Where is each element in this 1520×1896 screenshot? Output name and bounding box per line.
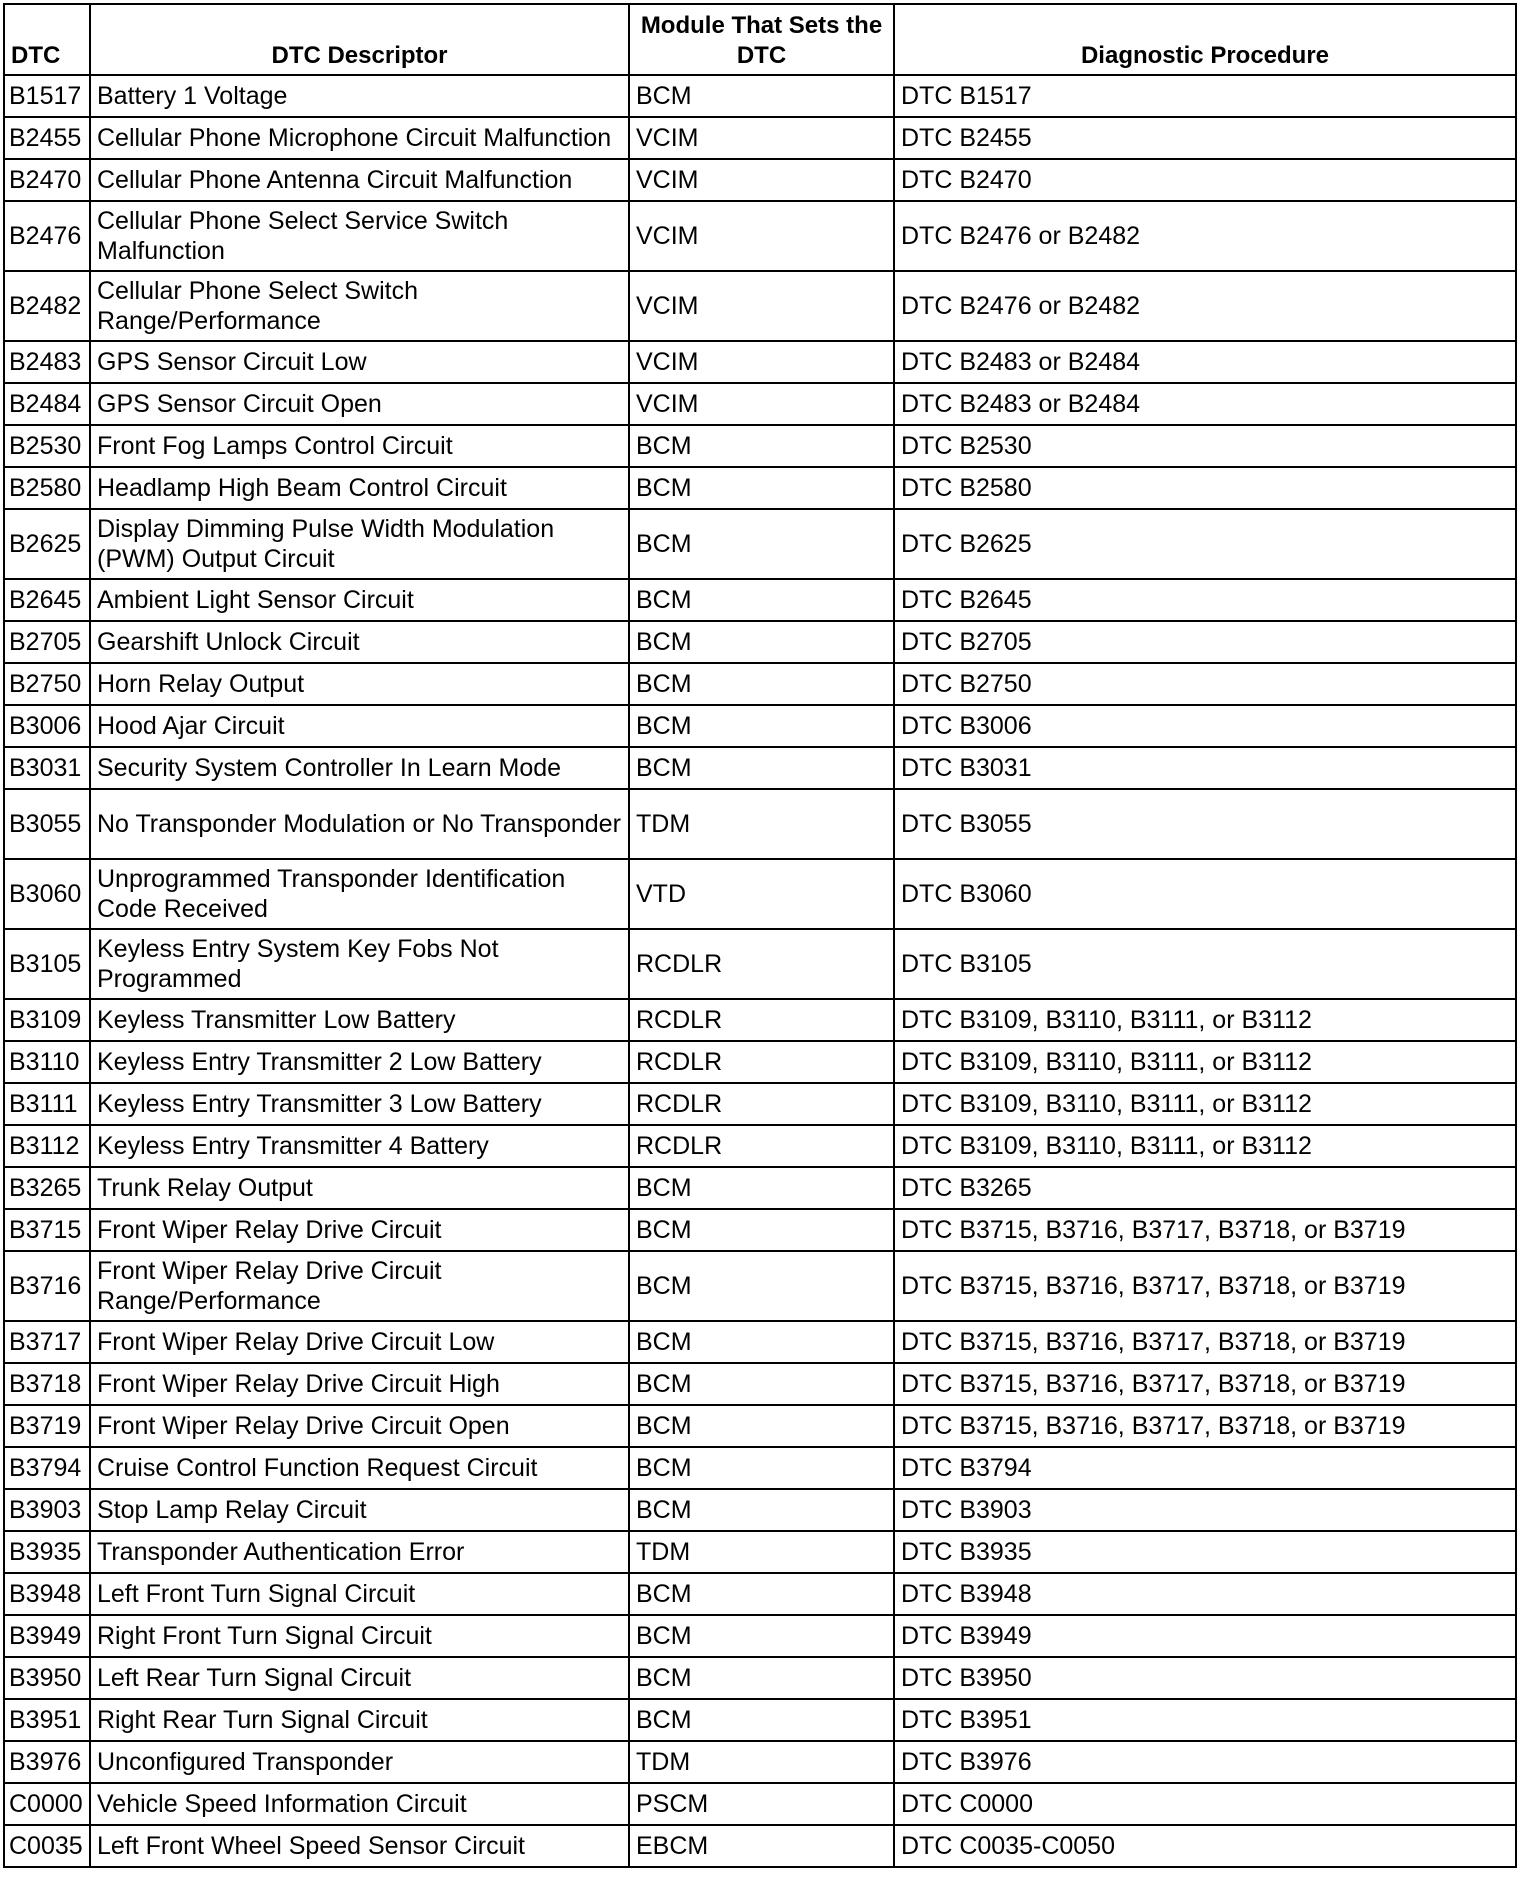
- cell-descriptor: Keyless Entry Transmitter 3 Low Battery: [90, 1083, 629, 1125]
- table-row: [4, 1405, 1516, 1447]
- cell-module: EBCM: [629, 1825, 894, 1867]
- cell-module: BCM: [629, 1321, 894, 1363]
- cell-descriptor: Transponder Authentication Error: [90, 1531, 629, 1573]
- cell-descriptor: Front Wiper Relay Drive Circuit High: [90, 1363, 629, 1405]
- dtc-table: [3, 3, 1517, 1868]
- cell-dtc: B2625: [4, 509, 90, 579]
- cell-module: VCIM: [629, 271, 894, 341]
- cell-dtc: B2705: [4, 621, 90, 663]
- cell-dtc: B3717: [4, 1321, 90, 1363]
- cell-procedure: DTC B3031: [894, 747, 1516, 789]
- cell-module: BCM: [629, 1615, 894, 1657]
- cell-module: BCM: [629, 1251, 894, 1321]
- cell-descriptor: Left Front Wheel Speed Sensor Circuit: [90, 1825, 629, 1867]
- cell-dtc: B3935: [4, 1531, 90, 1573]
- cell-descriptor: No Transponder Modulation or No Transponder: [90, 789, 629, 859]
- cell-procedure: DTC B3976: [894, 1741, 1516, 1783]
- cell-module: BCM: [629, 1405, 894, 1447]
- table-row: [4, 467, 1516, 509]
- cell-dtc: B3718: [4, 1363, 90, 1405]
- cell-procedure: DTC B3109, B3110, B3111, or B3112: [894, 1125, 1516, 1167]
- table-row: [4, 383, 1516, 425]
- cell-dtc: B3109: [4, 999, 90, 1041]
- cell-procedure: DTC B3794: [894, 1447, 1516, 1489]
- cell-procedure: DTC B3265: [894, 1167, 1516, 1209]
- cell-descriptor: Unprogrammed Transponder Identification Code Received: [90, 859, 629, 929]
- cell-module: BCM: [629, 1699, 894, 1741]
- cell-descriptor: Left Rear Turn Signal Circuit: [90, 1657, 629, 1699]
- cell-dtc: C0000: [4, 1783, 90, 1825]
- cell-dtc: B2476: [4, 201, 90, 271]
- cell-module: BCM: [629, 663, 894, 705]
- cell-module: PSCM: [629, 1783, 894, 1825]
- cell-descriptor: Front Wiper Relay Drive Circuit Range/Performance: [90, 1251, 629, 1321]
- cell-procedure: DTC C0035-C0050: [894, 1825, 1516, 1867]
- cell-module: BCM: [629, 1447, 894, 1489]
- table-row: [4, 1125, 1516, 1167]
- cell-module: BCM: [629, 1209, 894, 1251]
- cell-dtc: B2580: [4, 467, 90, 509]
- cell-descriptor: Cellular Phone Select Service Switch Malfunction: [90, 201, 629, 271]
- cell-descriptor: GPS Sensor Circuit Open: [90, 383, 629, 425]
- cell-dtc: B3060: [4, 859, 90, 929]
- cell-dtc: B3948: [4, 1573, 90, 1615]
- cell-module: BCM: [629, 705, 894, 747]
- table-row: [4, 1167, 1516, 1209]
- table-row: [4, 1531, 1516, 1573]
- cell-procedure: DTC B3949: [894, 1615, 1516, 1657]
- table-row: [4, 1825, 1516, 1867]
- cell-dtc: B2455: [4, 117, 90, 159]
- cell-procedure: DTC B3109, B3110, B3111, or B3112: [894, 1041, 1516, 1083]
- table-row: [4, 159, 1516, 201]
- table-row: [4, 663, 1516, 705]
- cell-module: RCDLR: [629, 1041, 894, 1083]
- cell-descriptor: Front Wiper Relay Drive Circuit Open: [90, 1405, 629, 1447]
- cell-procedure: DTC B3055: [894, 789, 1516, 859]
- cell-module: BCM: [629, 747, 894, 789]
- cell-dtc: B3719: [4, 1405, 90, 1447]
- table-row: [4, 1489, 1516, 1531]
- header-row: [4, 4, 1516, 75]
- table-row: [4, 1251, 1516, 1321]
- cell-module: VCIM: [629, 117, 894, 159]
- table-row: [4, 579, 1516, 621]
- table-row: [4, 341, 1516, 383]
- table-row: [4, 999, 1516, 1041]
- cell-module: BCM: [629, 1657, 894, 1699]
- cell-procedure: DTC B3006: [894, 705, 1516, 747]
- header-module: Module That Sets the DTC: [629, 4, 894, 75]
- cell-dtc: B3976: [4, 1741, 90, 1783]
- table-row: [4, 1447, 1516, 1489]
- cell-dtc: B3951: [4, 1699, 90, 1741]
- cell-procedure: DTC B3715, B3716, B3717, B3718, or B3719: [894, 1251, 1516, 1321]
- cell-descriptor: Keyless Entry Transmitter 2 Low Battery: [90, 1041, 629, 1083]
- cell-dtc: B3111: [4, 1083, 90, 1125]
- cell-descriptor: Cruise Control Function Request Circuit: [90, 1447, 629, 1489]
- table-row: [4, 201, 1516, 271]
- cell-dtc: B2750: [4, 663, 90, 705]
- cell-descriptor: Stop Lamp Relay Circuit: [90, 1489, 629, 1531]
- cell-procedure: DTC B2476 or B2482: [894, 201, 1516, 271]
- cell-procedure: DTC B3715, B3716, B3717, B3718, or B3719: [894, 1405, 1516, 1447]
- cell-descriptor: Unconfigured Transponder: [90, 1741, 629, 1783]
- cell-dtc: B2483: [4, 341, 90, 383]
- cell-module: VCIM: [629, 341, 894, 383]
- cell-module: TDM: [629, 1531, 894, 1573]
- cell-dtc: B3265: [4, 1167, 90, 1209]
- cell-procedure: DTC B3948: [894, 1573, 1516, 1615]
- table-row: [4, 1573, 1516, 1615]
- cell-module: BCM: [629, 1489, 894, 1531]
- cell-procedure: DTC B2530: [894, 425, 1516, 467]
- cell-dtc: B1517: [4, 75, 90, 117]
- cell-dtc: B2645: [4, 579, 90, 621]
- cell-descriptor: Vehicle Speed Information Circuit: [90, 1783, 629, 1825]
- cell-descriptor: Right Rear Turn Signal Circuit: [90, 1699, 629, 1741]
- cell-procedure: DTC B3109, B3110, B3111, or B3112: [894, 1083, 1516, 1125]
- cell-procedure: DTC B3715, B3716, B3717, B3718, or B3719: [894, 1321, 1516, 1363]
- table-row: [4, 1209, 1516, 1251]
- cell-descriptor: Trunk Relay Output: [90, 1167, 629, 1209]
- cell-descriptor: Cellular Phone Antenna Circuit Malfunction: [90, 159, 629, 201]
- header-dtc: DTC: [4, 4, 90, 75]
- cell-dtc: B2484: [4, 383, 90, 425]
- table-row: [4, 425, 1516, 467]
- cell-descriptor: Keyless Entry Transmitter 4 Battery: [90, 1125, 629, 1167]
- cell-dtc: B3055: [4, 789, 90, 859]
- cell-module: BCM: [629, 579, 894, 621]
- cell-dtc: C0035: [4, 1825, 90, 1867]
- table-row: [4, 705, 1516, 747]
- header-procedure: Diagnostic Procedure: [894, 4, 1516, 75]
- cell-descriptor: Display Dimming Pulse Width Modulation (PWM) Output Circuit: [90, 509, 629, 579]
- cell-descriptor: Horn Relay Output: [90, 663, 629, 705]
- cell-descriptor: Right Front Turn Signal Circuit: [90, 1615, 629, 1657]
- cell-module: VCIM: [629, 159, 894, 201]
- table-row: [4, 509, 1516, 579]
- table-row: [4, 859, 1516, 929]
- cell-dtc: B3716: [4, 1251, 90, 1321]
- table-row: [4, 1699, 1516, 1741]
- cell-dtc: B3950: [4, 1657, 90, 1699]
- table-row: [4, 1657, 1516, 1699]
- cell-descriptor: Cellular Phone Microphone Circuit Malfunction: [90, 117, 629, 159]
- table-row: [4, 1363, 1516, 1405]
- cell-descriptor: Gearshift Unlock Circuit: [90, 621, 629, 663]
- table-row: [4, 75, 1516, 117]
- cell-dtc: B3031: [4, 747, 90, 789]
- table-row: [4, 1783, 1516, 1825]
- cell-descriptor: Ambient Light Sensor Circuit: [90, 579, 629, 621]
- cell-module: RCDLR: [629, 1083, 894, 1125]
- cell-module: VCIM: [629, 383, 894, 425]
- cell-procedure: DTC B2470: [894, 159, 1516, 201]
- header-descriptor: DTC Descriptor: [90, 4, 629, 75]
- cell-module: RCDLR: [629, 929, 894, 999]
- cell-descriptor: Security System Controller In Learn Mode: [90, 747, 629, 789]
- cell-dtc: B2482: [4, 271, 90, 341]
- cell-procedure: DTC B3903: [894, 1489, 1516, 1531]
- cell-descriptor: Keyless Transmitter Low Battery: [90, 999, 629, 1041]
- cell-descriptor: Keyless Entry System Key Fobs Not Programmed: [90, 929, 629, 999]
- cell-procedure: DTC B2455: [894, 117, 1516, 159]
- cell-procedure: DTC B3060: [894, 859, 1516, 929]
- cell-procedure: DTC B2750: [894, 663, 1516, 705]
- cell-procedure: DTC B3715, B3716, B3717, B3718, or B3719: [894, 1363, 1516, 1405]
- cell-descriptor: Front Wiper Relay Drive Circuit: [90, 1209, 629, 1251]
- cell-module: RCDLR: [629, 999, 894, 1041]
- cell-dtc: B3105: [4, 929, 90, 999]
- cell-module: RCDLR: [629, 1125, 894, 1167]
- table-body: [4, 75, 1516, 1867]
- cell-procedure: DTC B2705: [894, 621, 1516, 663]
- cell-module: BCM: [629, 1363, 894, 1405]
- cell-procedure: DTC B3105: [894, 929, 1516, 999]
- cell-procedure: DTC B3935: [894, 1531, 1516, 1573]
- table-row: [4, 1615, 1516, 1657]
- cell-procedure: DTC B1517: [894, 75, 1516, 117]
- cell-module: VCIM: [629, 201, 894, 271]
- cell-descriptor: Headlamp High Beam Control Circuit: [90, 467, 629, 509]
- cell-procedure: DTC B3951: [894, 1699, 1516, 1741]
- cell-descriptor: Front Wiper Relay Drive Circuit Low: [90, 1321, 629, 1363]
- cell-dtc: B3794: [4, 1447, 90, 1489]
- cell-procedure: DTC B2580: [894, 467, 1516, 509]
- table-row: [4, 1321, 1516, 1363]
- table-row: [4, 1083, 1516, 1125]
- cell-module: TDM: [629, 1741, 894, 1783]
- cell-module: BCM: [629, 467, 894, 509]
- cell-descriptor: Battery 1 Voltage: [90, 75, 629, 117]
- cell-module: BCM: [629, 509, 894, 579]
- table-row: [4, 271, 1516, 341]
- cell-procedure: DTC C0000: [894, 1783, 1516, 1825]
- table-row: [4, 747, 1516, 789]
- table-row: [4, 621, 1516, 663]
- cell-dtc: B2530: [4, 425, 90, 467]
- cell-dtc: B2470: [4, 159, 90, 201]
- cell-procedure: DTC B2476 or B2482: [894, 271, 1516, 341]
- table-row: [4, 789, 1516, 859]
- table-row: [4, 929, 1516, 999]
- table-row: [4, 1741, 1516, 1783]
- cell-module: BCM: [629, 425, 894, 467]
- cell-procedure: DTC B3950: [894, 1657, 1516, 1699]
- cell-procedure: DTC B2483 or B2484: [894, 383, 1516, 425]
- cell-dtc: B3949: [4, 1615, 90, 1657]
- table-row: [4, 117, 1516, 159]
- cell-dtc: B3112: [4, 1125, 90, 1167]
- cell-module: BCM: [629, 75, 894, 117]
- cell-module: BCM: [629, 1573, 894, 1615]
- cell-module: BCM: [629, 621, 894, 663]
- cell-module: VTD: [629, 859, 894, 929]
- table-header: [4, 4, 1516, 75]
- cell-descriptor: Cellular Phone Select Switch Range/Performance: [90, 271, 629, 341]
- cell-dtc: B3715: [4, 1209, 90, 1251]
- cell-descriptor: GPS Sensor Circuit Low: [90, 341, 629, 383]
- cell-dtc: B3006: [4, 705, 90, 747]
- cell-descriptor: Front Fog Lamps Control Circuit: [90, 425, 629, 467]
- cell-module: BCM: [629, 1167, 894, 1209]
- cell-descriptor: Hood Ajar Circuit: [90, 705, 629, 747]
- cell-procedure: DTC B2645: [894, 579, 1516, 621]
- table-row: [4, 1041, 1516, 1083]
- cell-procedure: DTC B3109, B3110, B3111, or B3112: [894, 999, 1516, 1041]
- cell-descriptor: Left Front Turn Signal Circuit: [90, 1573, 629, 1615]
- cell-procedure: DTC B3715, B3716, B3717, B3718, or B3719: [894, 1209, 1516, 1251]
- cell-dtc: B3903: [4, 1489, 90, 1531]
- cell-module: TDM: [629, 789, 894, 859]
- cell-procedure: DTC B2483 or B2484: [894, 341, 1516, 383]
- cell-dtc: B3110: [4, 1041, 90, 1083]
- cell-procedure: DTC B2625: [894, 509, 1516, 579]
